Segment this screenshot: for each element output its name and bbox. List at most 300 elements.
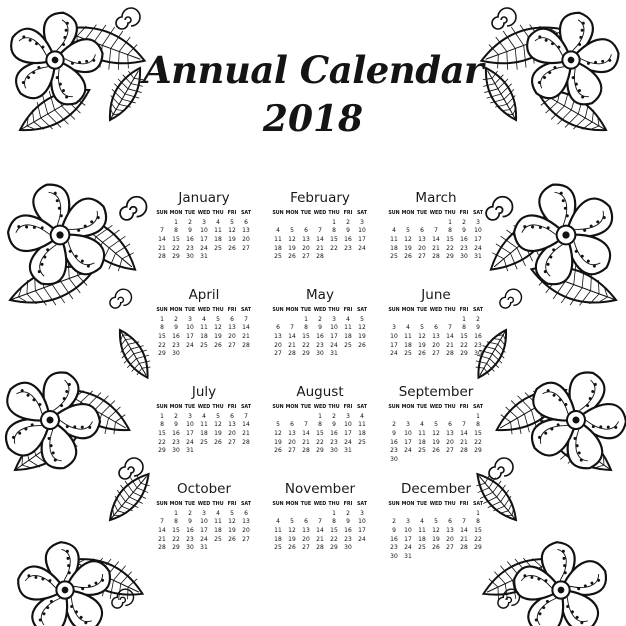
day-cell: 8 <box>332 518 336 526</box>
month-november <box>271 479 369 576</box>
week-row <box>271 341 369 350</box>
day-cell: 10 <box>186 324 194 332</box>
week-row <box>155 235 253 244</box>
day-cell: 29 <box>316 447 324 455</box>
day-cell <box>415 218 429 227</box>
day-cell: 26 <box>358 341 366 349</box>
weekday-label: FRI <box>343 501 353 507</box>
day-cell <box>387 412 401 421</box>
day-cell: 19 <box>432 535 440 543</box>
day-cell: 9 <box>392 429 396 437</box>
weekday-label: SAT <box>472 307 484 313</box>
day-cell: 22 <box>474 438 482 446</box>
day-cell: 23 <box>172 438 180 446</box>
floral-border-left <box>0 0 152 626</box>
day-cell <box>225 252 239 261</box>
day-cell <box>285 218 299 227</box>
day-cell: 4 <box>276 518 280 526</box>
swirl-motif <box>120 197 146 220</box>
week-row <box>155 509 253 518</box>
week-row <box>271 244 369 253</box>
day-cell <box>197 446 211 455</box>
day-cell: 15 <box>474 429 482 437</box>
swirl-motif <box>110 289 132 308</box>
day-cell: 12 <box>214 421 222 429</box>
weekday-label: MON <box>285 404 299 410</box>
weekday-label: THU <box>212 501 224 507</box>
day-cell: 3 <box>188 315 192 323</box>
day-cell: 5 <box>216 412 220 420</box>
day-cell: 7 <box>304 421 308 429</box>
day-cell: 28 <box>460 447 468 455</box>
month-name: April <box>188 287 220 303</box>
day-cell: 19 <box>404 244 412 252</box>
day-cell: 28 <box>316 253 324 261</box>
day-cell: 9 <box>174 324 178 332</box>
weekday-label: TUE <box>300 404 312 410</box>
weekday-label: SAT <box>240 210 252 216</box>
month-may <box>271 285 369 382</box>
month-table <box>155 208 253 261</box>
weekday-label: SUN <box>388 210 400 216</box>
month-july <box>155 382 253 479</box>
day-cell: 26 <box>404 253 412 261</box>
day-cell: 6 <box>448 518 452 526</box>
day-cell <box>355 446 369 455</box>
weekday-label: TUE <box>184 210 196 216</box>
day-cell: 15 <box>158 429 166 437</box>
weekday-label: TUE <box>416 307 428 313</box>
day-cell <box>299 509 313 518</box>
weekday-label: TUE <box>300 210 312 216</box>
day-cell: 1 <box>304 315 308 323</box>
weekday-label: MON <box>401 501 415 507</box>
day-cell: 8 <box>304 324 308 332</box>
day-cell <box>429 455 443 464</box>
day-cell: 5 <box>290 227 294 235</box>
day-cell: 9 <box>332 421 336 429</box>
day-cell: 15 <box>172 526 180 534</box>
day-cell: 30 <box>172 447 180 455</box>
day-cell: 16 <box>186 526 194 534</box>
weekday-header-row <box>387 402 485 412</box>
swirl-motif <box>489 458 513 479</box>
week-row <box>387 421 485 430</box>
weekday-label: SAT <box>240 404 252 410</box>
day-cell: 26 <box>288 544 296 552</box>
month-june <box>387 285 485 382</box>
weekday-label: THU <box>212 404 224 410</box>
month-name: January <box>178 190 230 206</box>
day-cell <box>387 218 401 227</box>
weekday-label: WED <box>429 501 443 507</box>
day-cell: 1 <box>160 412 164 420</box>
day-cell: 24 <box>474 244 482 252</box>
day-cell: 10 <box>404 429 412 437</box>
week-row <box>271 518 369 527</box>
day-cell: 4 <box>420 421 424 429</box>
weekday-label: TUE <box>300 307 312 313</box>
weekday-label: MON <box>401 307 415 313</box>
weekday-label: TUE <box>416 404 428 410</box>
day-cell: 26 <box>418 350 426 358</box>
day-cell: 8 <box>462 324 466 332</box>
day-cell: 12 <box>288 526 296 534</box>
day-cell: 31 <box>474 253 482 261</box>
weekday-label: THU <box>444 501 456 507</box>
day-cell <box>341 252 355 261</box>
day-cell: 1 <box>332 218 336 226</box>
day-cell: 6 <box>230 315 234 323</box>
day-cell: 25 <box>390 253 398 261</box>
day-cell: 2 <box>346 509 350 517</box>
day-cell <box>401 412 415 421</box>
weekday-label: MON <box>401 210 415 216</box>
month-grid <box>155 188 485 576</box>
weekday-label: MON <box>169 210 183 216</box>
day-cell: 31 <box>404 552 412 560</box>
day-cell: 21 <box>432 244 440 252</box>
weekday-label: SAT <box>240 501 252 507</box>
week-row <box>271 332 369 341</box>
month-name: June <box>421 287 451 303</box>
day-cell: 30 <box>474 350 482 358</box>
day-cell: 10 <box>330 324 338 332</box>
day-cell: 31 <box>200 544 208 552</box>
weekday-header-row <box>387 499 485 509</box>
day-cell: 27 <box>242 244 250 252</box>
swirl-motif <box>486 197 512 220</box>
day-cell <box>313 509 327 518</box>
day-cell <box>271 218 285 227</box>
month-name: December <box>400 481 471 497</box>
day-cell: 3 <box>406 518 410 526</box>
week-row <box>271 252 369 261</box>
day-cell: 17 <box>358 235 366 243</box>
day-cell: 21 <box>288 341 296 349</box>
day-cell: 25 <box>274 544 282 552</box>
day-cell: 26 <box>288 253 296 261</box>
day-cell: 19 <box>432 438 440 446</box>
weekday-label: THU <box>328 501 340 507</box>
day-cell: 12 <box>358 324 366 332</box>
day-cell: 9 <box>174 421 178 429</box>
day-cell: 6 <box>448 421 452 429</box>
day-cell: 17 <box>186 332 194 340</box>
day-cell: 23 <box>316 341 324 349</box>
day-cell: 29 <box>302 350 310 358</box>
day-cell <box>387 315 401 324</box>
week-row <box>155 412 253 421</box>
week-row <box>155 244 253 253</box>
day-cell: 5 <box>434 518 438 526</box>
day-cell: 18 <box>418 438 426 446</box>
day-cell: 27 <box>302 253 310 261</box>
day-cell: 6 <box>244 509 248 517</box>
day-cell: 27 <box>446 544 454 552</box>
week-row <box>155 349 253 358</box>
day-cell: 10 <box>344 421 352 429</box>
day-cell: 28 <box>432 253 440 261</box>
day-cell: 7 <box>290 324 294 332</box>
day-cell: 21 <box>302 438 310 446</box>
day-cell <box>415 552 429 561</box>
day-cell: 10 <box>404 526 412 534</box>
day-cell <box>401 315 415 324</box>
day-cell: 23 <box>460 244 468 252</box>
day-cell: 12 <box>432 429 440 437</box>
day-cell <box>225 543 239 552</box>
day-cell: 30 <box>390 455 398 463</box>
day-cell: 15 <box>316 429 324 437</box>
day-cell: 23 <box>344 244 352 252</box>
day-cell: 20 <box>242 235 250 243</box>
swirl-motif <box>492 8 516 29</box>
day-cell: 28 <box>158 253 166 261</box>
weekday-label: WED <box>197 210 211 216</box>
day-cell: 13 <box>288 429 296 437</box>
day-cell <box>211 349 225 358</box>
day-cell: 20 <box>242 526 250 534</box>
weekday-header-row <box>271 305 369 315</box>
day-cell: 11 <box>274 235 282 243</box>
day-cell: 27 <box>446 447 454 455</box>
week-row <box>271 235 369 244</box>
month-table <box>387 208 485 261</box>
day-cell <box>457 412 471 421</box>
day-cell <box>197 349 211 358</box>
day-cell: 1 <box>174 218 178 226</box>
day-cell: 21 <box>158 535 166 543</box>
week-row <box>271 446 369 455</box>
day-cell: 5 <box>230 218 234 226</box>
day-cell: 19 <box>228 526 236 534</box>
day-cell: 12 <box>214 324 222 332</box>
day-cell: 7 <box>160 518 164 526</box>
day-cell: 16 <box>316 332 324 340</box>
weekday-label: SUN <box>272 501 284 507</box>
month-table <box>271 208 369 261</box>
day-cell: 6 <box>304 518 308 526</box>
weekday-header-row <box>155 402 253 412</box>
day-cell: 18 <box>200 429 208 437</box>
day-cell: 9 <box>392 526 396 534</box>
weekday-label: TUE <box>416 210 428 216</box>
day-cell: 16 <box>172 332 180 340</box>
week-row <box>271 526 369 535</box>
day-cell: 11 <box>404 332 412 340</box>
day-cell: 15 <box>330 526 338 534</box>
day-cell: 11 <box>214 227 222 235</box>
day-cell: 5 <box>360 315 364 323</box>
week-row <box>155 324 253 333</box>
day-cell: 6 <box>230 412 234 420</box>
month-table <box>271 305 369 358</box>
day-cell: 6 <box>434 324 438 332</box>
week-row <box>271 429 369 438</box>
day-cell: 30 <box>186 253 194 261</box>
day-cell: 2 <box>174 315 178 323</box>
day-cell: 22 <box>316 438 324 446</box>
day-cell: 23 <box>186 244 194 252</box>
day-cell: 16 <box>390 438 398 446</box>
day-cell: 28 <box>460 544 468 552</box>
day-cell: 18 <box>214 526 222 534</box>
day-cell: 22 <box>302 341 310 349</box>
day-cell <box>457 455 471 464</box>
day-cell: 1 <box>332 509 336 517</box>
floral-border-right <box>474 0 626 626</box>
day-cell <box>155 509 169 518</box>
weekday-label: SAT <box>472 404 484 410</box>
day-cell <box>429 509 443 518</box>
weekday-header-row <box>271 208 369 218</box>
weekday-label: MON <box>401 404 415 410</box>
flower-motif <box>0 4 113 117</box>
day-cell: 3 <box>392 324 396 332</box>
day-cell: 13 <box>446 429 454 437</box>
day-cell: 24 <box>200 535 208 543</box>
day-cell: 23 <box>186 535 194 543</box>
day-cell: 12 <box>404 235 412 243</box>
day-cell <box>355 543 369 552</box>
day-cell: 2 <box>332 412 336 420</box>
weekday-label: THU <box>212 307 224 313</box>
day-cell <box>285 509 299 518</box>
week-row <box>155 332 253 341</box>
day-cell: 5 <box>276 421 280 429</box>
weekday-label: FRI <box>227 307 237 313</box>
day-cell: 8 <box>160 324 164 332</box>
week-row <box>271 543 369 552</box>
day-cell: 27 <box>274 350 282 358</box>
day-cell: 29 <box>330 544 338 552</box>
day-cell: 14 <box>158 526 166 534</box>
day-cell: 10 <box>358 227 366 235</box>
floral-art-left <box>0 0 152 626</box>
day-cell: 8 <box>174 227 178 235</box>
flower-motif <box>506 538 615 626</box>
day-cell: 26 <box>228 535 236 543</box>
day-cell: 15 <box>158 332 166 340</box>
day-cell <box>327 252 341 261</box>
day-cell: 22 <box>158 341 166 349</box>
day-cell: 11 <box>344 324 352 332</box>
day-cell <box>211 543 225 552</box>
day-cell: 8 <box>174 518 178 526</box>
month-february <box>271 188 369 285</box>
day-cell: 5 <box>420 324 424 332</box>
day-cell: 8 <box>318 421 322 429</box>
day-cell: 25 <box>344 341 352 349</box>
day-cell: 7 <box>462 518 466 526</box>
day-cell: 6 <box>244 218 248 226</box>
day-cell: 10 <box>358 518 366 526</box>
weekday-label: SUN <box>388 501 400 507</box>
day-cell: 2 <box>392 518 396 526</box>
day-cell: 1 <box>174 509 178 517</box>
day-cell: 10 <box>200 227 208 235</box>
weekday-label: FRI <box>227 210 237 216</box>
leaf-motif <box>99 465 152 529</box>
day-cell: 2 <box>346 218 350 226</box>
day-cell: 14 <box>432 235 440 243</box>
day-cell: 18 <box>404 341 412 349</box>
week-row <box>271 412 369 421</box>
day-cell: 18 <box>358 429 366 437</box>
weekday-label: WED <box>197 501 211 507</box>
day-cell: 3 <box>360 509 364 517</box>
day-cell: 1 <box>476 509 480 517</box>
day-cell: 10 <box>200 518 208 526</box>
day-cell: 27 <box>418 253 426 261</box>
weekday-label: SAT <box>356 210 368 216</box>
day-cell: 17 <box>344 429 352 437</box>
day-cell: 29 <box>474 447 482 455</box>
weekday-label: SUN <box>388 307 400 313</box>
day-cell: 27 <box>228 438 236 446</box>
day-cell <box>271 315 285 324</box>
weekday-label: FRI <box>343 307 353 313</box>
weekday-label: FRI <box>343 210 353 216</box>
day-cell: 1 <box>462 315 466 323</box>
day-cell: 22 <box>330 244 338 252</box>
month-august <box>271 382 369 479</box>
day-cell <box>429 315 443 324</box>
day-cell: 26 <box>274 447 282 455</box>
weekday-label: SAT <box>356 307 368 313</box>
day-cell: 14 <box>316 526 324 534</box>
weekday-header-row <box>271 499 369 509</box>
day-cell: 24 <box>186 341 194 349</box>
day-cell: 19 <box>274 438 282 446</box>
day-cell: 21 <box>446 341 454 349</box>
day-cell <box>299 218 313 227</box>
weekday-label: SAT <box>356 404 368 410</box>
week-row <box>387 252 485 261</box>
day-cell: 25 <box>200 341 208 349</box>
day-cell: 6 <box>276 324 280 332</box>
week-row <box>387 235 485 244</box>
day-cell <box>443 455 457 464</box>
week-row <box>271 438 369 447</box>
day-cell: 8 <box>332 227 336 235</box>
day-cell: 28 <box>242 438 250 446</box>
week-row <box>155 218 253 227</box>
day-cell: 21 <box>316 535 324 543</box>
weekday-header-row <box>155 499 253 509</box>
day-cell: 19 <box>288 244 296 252</box>
day-cell: 21 <box>242 332 250 340</box>
weekday-label: SUN <box>156 307 168 313</box>
day-cell <box>211 446 225 455</box>
weekday-label: THU <box>328 210 340 216</box>
week-row <box>387 349 485 358</box>
weekday-label: SAT <box>472 501 484 507</box>
day-cell: 1 <box>318 412 322 420</box>
day-cell: 21 <box>158 244 166 252</box>
day-cell: 25 <box>358 438 366 446</box>
week-row <box>271 349 369 358</box>
day-cell: 20 <box>228 332 236 340</box>
day-cell: 26 <box>432 447 440 455</box>
day-cell: 13 <box>242 227 250 235</box>
day-cell: 22 <box>474 535 482 543</box>
day-cell: 4 <box>276 227 280 235</box>
week-row <box>387 315 485 324</box>
day-cell: 9 <box>188 518 192 526</box>
day-cell: 23 <box>172 341 180 349</box>
